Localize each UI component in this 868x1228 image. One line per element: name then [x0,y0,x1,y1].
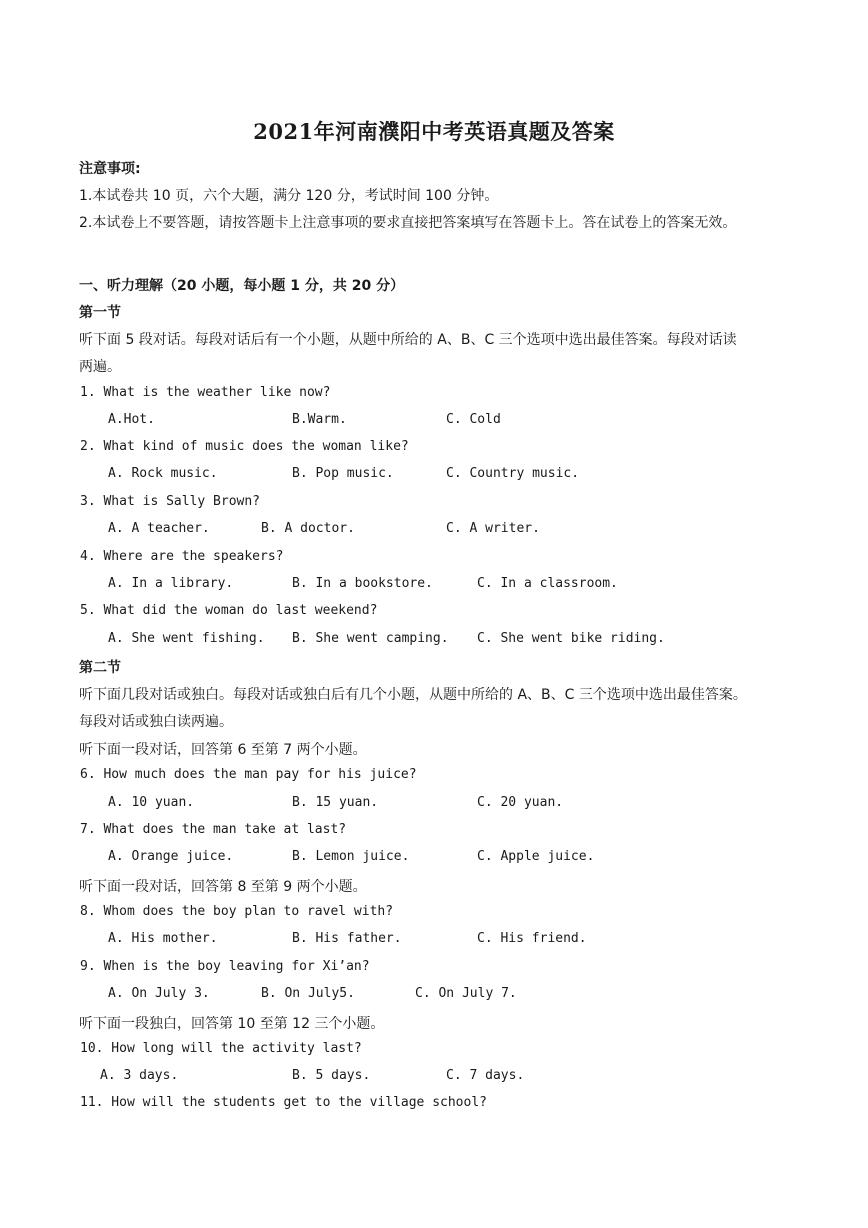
option-c: C. A writer. [446,521,540,536]
option-c: C. She went bike riding. [477,631,665,646]
option-a: A. Orange juice. [108,849,234,864]
notice-heading: 注意事项: [79,161,141,177]
option-a: A. On July 3. [108,986,210,1001]
section1-heading: 第一节 [79,305,121,321]
option-a: A. A teacher. [108,521,210,536]
option-b: B. A doctor. [261,521,355,536]
part1-heading: 一、听力理解（20 小题，每小题 1 分，共 20 分） [79,278,405,294]
option-c: C. Country music. [446,466,580,481]
option-a: A. Rock music. [108,466,218,481]
section1-instructions: 听下面 5 段对话。每段对话后有一个小题，从题中所给的 A、B、C 三个选项中选出最佳答案。每段对话读 [79,332,737,348]
option-b: B.Warm. [292,412,347,427]
option-c: C. Apple juice. [477,849,595,864]
notice-item-1: 1.本试卷共 10 页，六个大题，满分 120 分，考试时间 100 分钟。 [79,188,499,204]
question-4: 4. Where are the speakers? [80,549,284,564]
option-a: A. 3 days. [100,1068,179,1083]
group-instruction-3: 听下面一段独白，回答第 10 至第 12 三个小题。 [79,1016,385,1032]
question-10: 10. How long will the activity last? [80,1041,362,1056]
group-instruction-1: 听下面一段对话，回答第 6 至第 7 两个小题。 [79,742,367,758]
question-3: 3. What is Sally Brown? [80,494,261,509]
question-2: 2. What kind of music does the woman like? [80,439,409,454]
section2-instructions-cont: 每段对话或独白读两遍。 [79,714,233,730]
option-c: C. Cold [446,412,501,427]
question-11: 11. How will the students get to the village school? [80,1095,487,1110]
option-c: C. 7 days. [446,1068,525,1083]
question-6: 6. How much does the man pay for his juice? [80,767,417,782]
notice-item-2: 2.本试卷上不要答题，请按答题卡上注意事项的要求直接把答案填写在答题卡上。答在试卷上的答案无效。 [79,215,737,231]
option-b: B. 15 yuan. [292,795,379,810]
option-a: A. In a library. [108,576,234,591]
option-b: B. His father. [292,931,402,946]
option-c: C. 20 yuan. [477,795,564,810]
option-c: C. On July 7. [415,986,517,1001]
option-b: B. 5 days. [292,1068,371,1083]
option-a: A. His mother. [108,931,218,946]
section2-instructions: 听下面几段对话或独白。每段对话或独白后有几个小题，从题中所给的 A、B、C 三个选项中选出最佳答案。 [79,687,747,703]
option-c: C. In a classroom. [477,576,618,591]
section2-heading: 第二节 [79,660,121,676]
option-b: B. Lemon juice. [292,849,410,864]
group-instruction-2: 听下面一段对话，回答第 8 至第 9 两个小题。 [79,879,367,895]
option-b: B. On July5. [261,986,355,1001]
option-a: A.Hot. [108,412,155,427]
question-8: 8. Whom does the boy plan to ravel with? [80,904,394,919]
option-a: A. 10 yuan. [108,795,195,810]
question-7: 7. What does the man take at last? [80,822,347,837]
question-1: 1. What is the weather like now? [80,385,331,400]
section1-instructions-cont: 两遍。 [79,359,121,375]
option-b: B. Pop music. [292,466,394,481]
option-b: B. In a bookstore. [292,576,433,591]
question-9: 9. When is the boy leaving for Xi’an? [80,959,370,974]
option-b: B. She went camping. [292,631,449,646]
page-title: 2021年河南濮阳中考英语真题及答案 [253,119,615,144]
option-a: A. She went fishing. [108,631,265,646]
option-c: C. His friend. [477,931,587,946]
question-5: 5. What did the woman do last weekend? [80,603,378,618]
